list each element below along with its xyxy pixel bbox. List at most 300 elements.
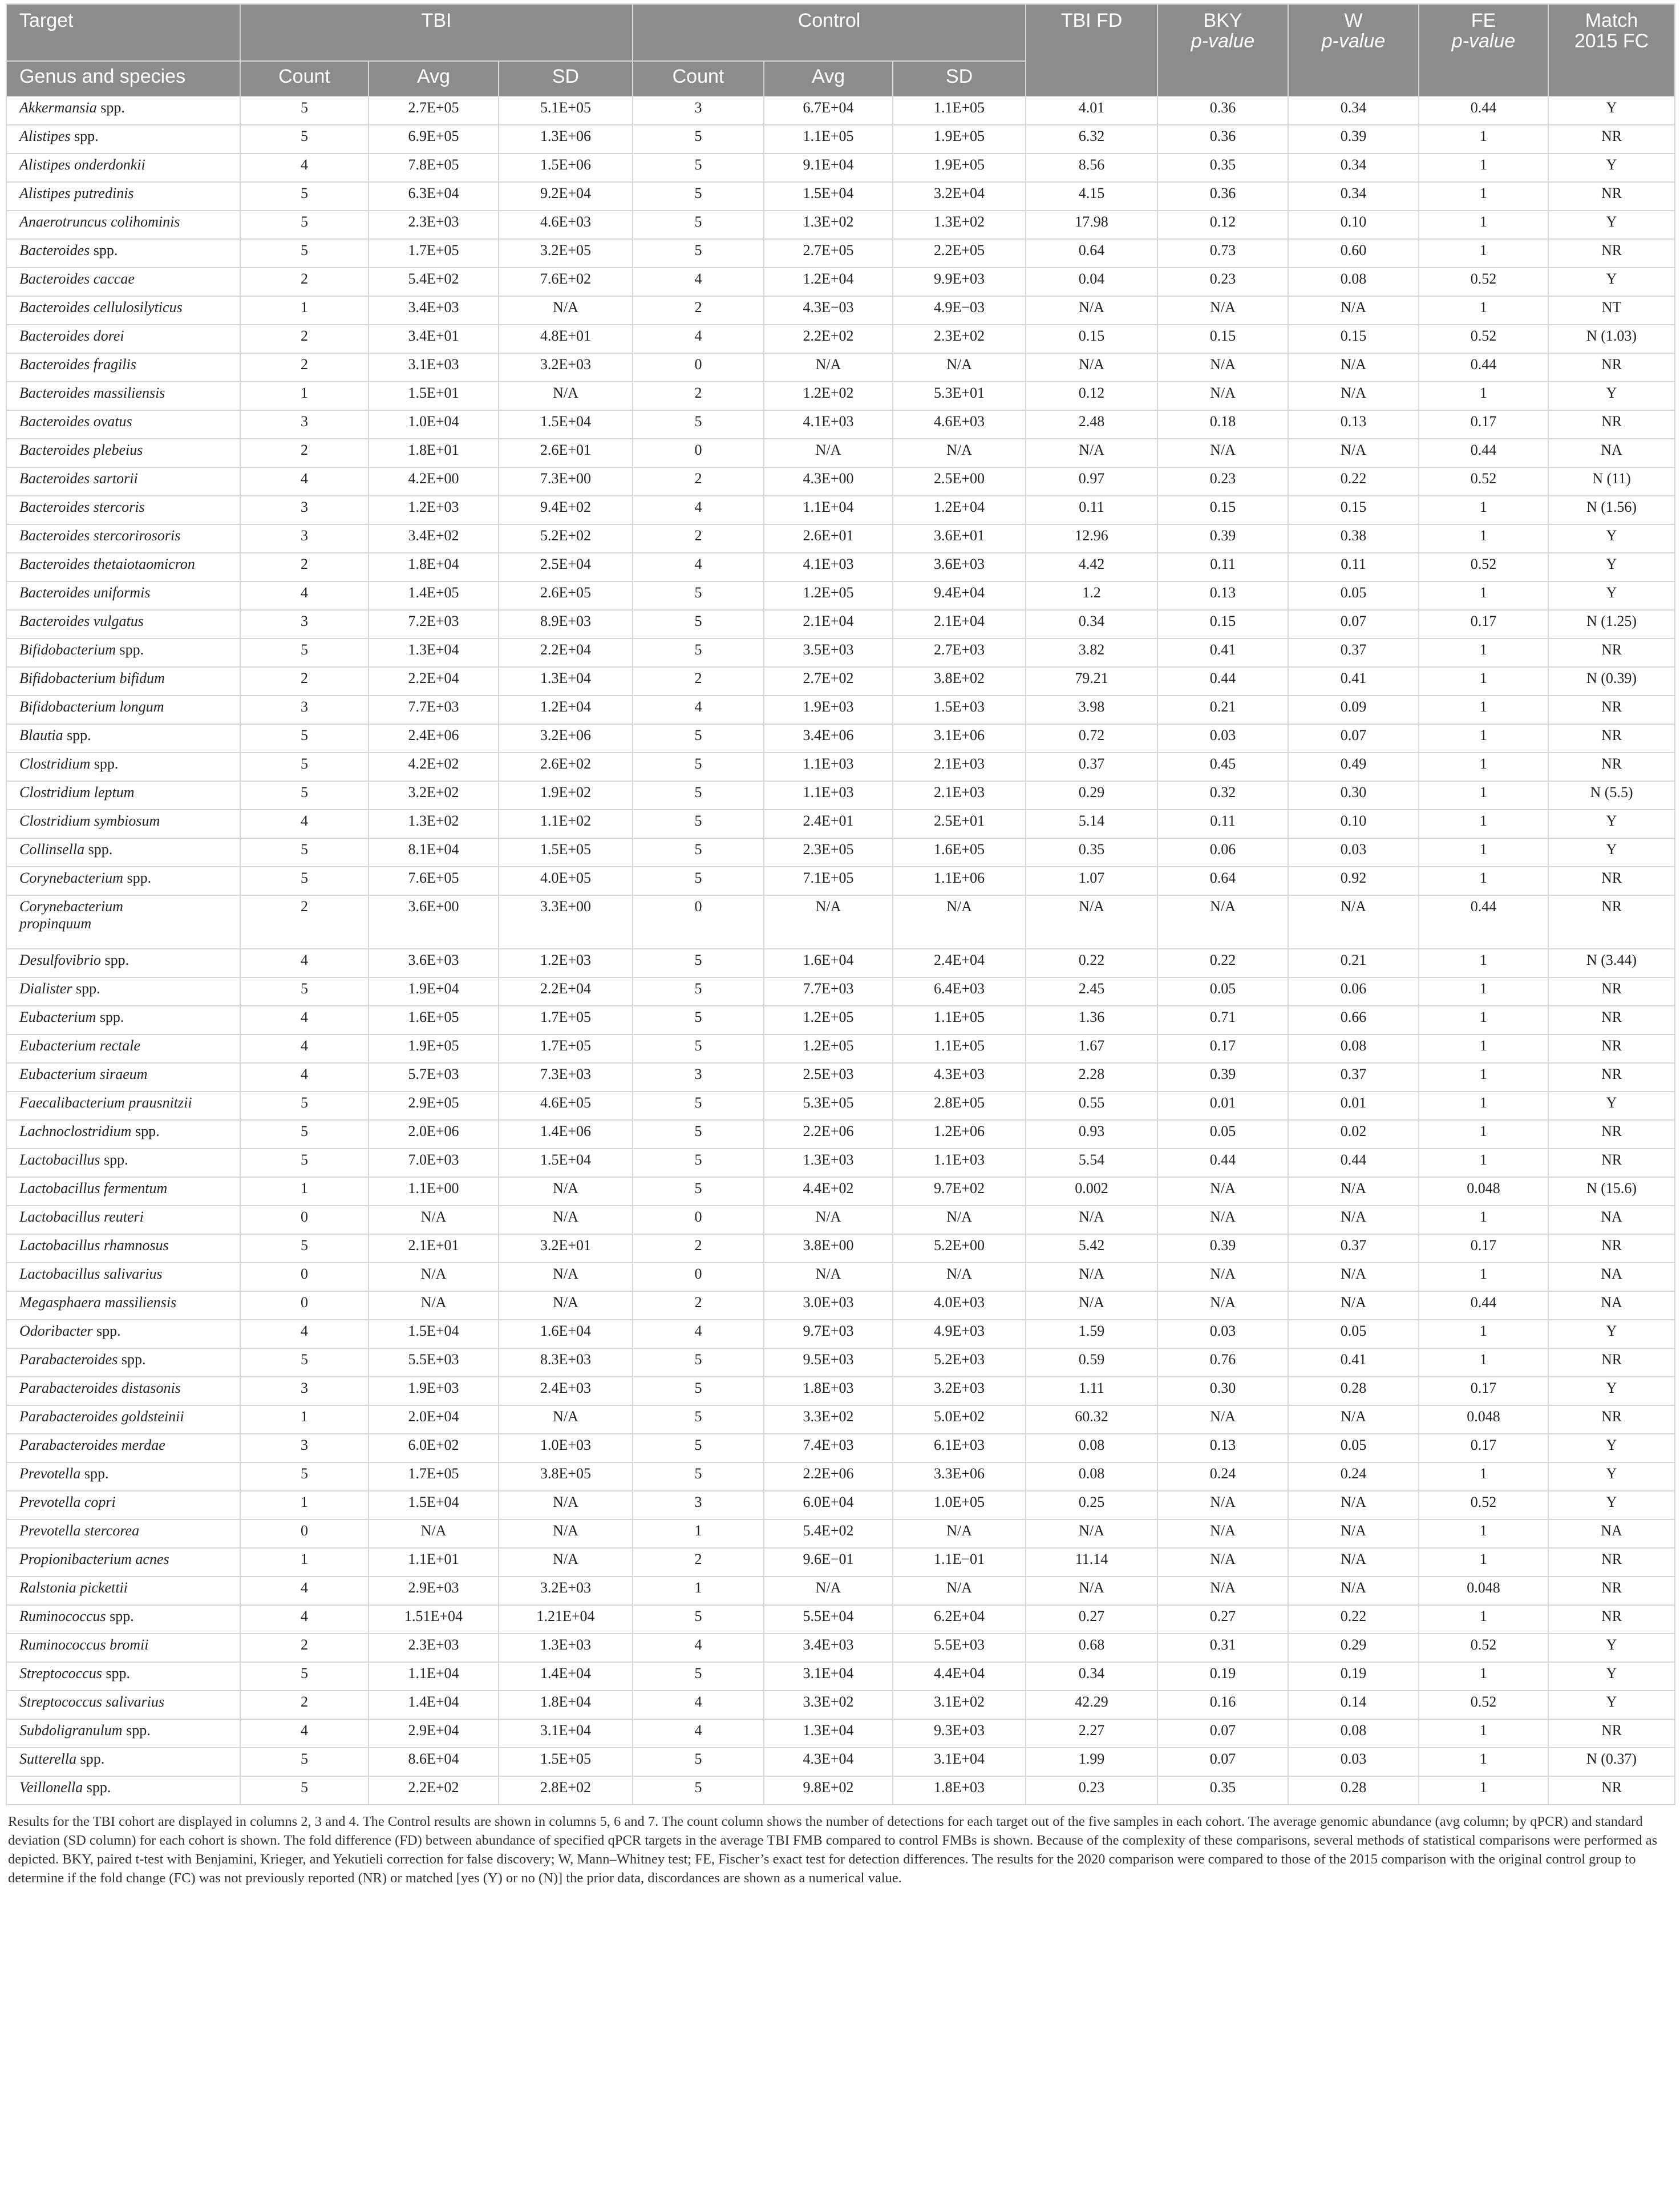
cell-control-avg: 2.2E+06 [764,1462,893,1491]
cell-tbi-fd: 0.34 [1026,1662,1157,1691]
cell-tbi-fd: 2.48 [1026,410,1157,439]
cell-w-p-value: 0.14 [1288,1691,1419,1719]
cell-match-2015-fc: N (1.03) [1548,325,1675,353]
cell-tbi-avg: 3.2E+02 [369,781,499,810]
cell-tbi-fd: 2.45 [1026,977,1157,1006]
cell-control-avg: 2.3E+05 [764,838,893,867]
cell-tbi-count: 4 [240,810,369,838]
cell-tbi-count: 5 [240,781,369,810]
cell-tbi-sd: 5.2E+02 [499,524,633,553]
species-genus: Lactobacillus salivarius [19,1266,163,1282]
species-genus: Bacteroides massiliensis [19,385,165,401]
cell-species [6,524,240,553]
table-row [6,753,1675,781]
cell-match-2015-fc: NA [1548,1519,1675,1548]
cell-w-p-value: 0.38 [1288,524,1419,553]
cell-bky-p-value: N/A [1157,1548,1288,1576]
cell-fe-p-value: 1 [1419,1006,1548,1034]
cell-bky-p-value: 0.11 [1157,810,1288,838]
cell-tbi-fd: N/A [1026,1206,1157,1234]
cell-control-count: 2 [633,382,764,410]
cell-species [6,1605,240,1634]
cell-tbi-fd: 0.002 [1026,1177,1157,1206]
table-row [6,382,1675,410]
cell-control-sd: 2.1E+03 [893,753,1026,781]
header-match-label: Match [1585,10,1638,31]
cell-w-p-value: 0.10 [1288,211,1419,239]
species-genus: Alistipes [19,128,71,144]
cell-w-p-value: 0.34 [1288,96,1419,125]
header-control-sd: SD [893,61,1026,96]
cell-control-sd: 4.9E−03 [893,296,1026,325]
table-row [6,810,1675,838]
cell-tbi-count: 3 [240,410,369,439]
species-genus: Ruminococcus [19,1608,106,1624]
cell-fe-p-value: 0.44 [1419,895,1548,949]
cell-species [6,296,240,325]
cell-w-p-value: 0.22 [1288,1605,1419,1634]
table-row [6,977,1675,1006]
cell-control-count: 5 [633,977,764,1006]
cell-control-sd: 2.5E+01 [893,810,1026,838]
cell-control-avg: 3.1E+04 [764,1662,893,1691]
cell-fe-p-value: 1 [1419,1034,1548,1063]
table-row [6,153,1675,182]
cell-control-sd: 5.2E+00 [893,1234,1026,1263]
cell-control-count: 5 [633,1776,764,1805]
cell-control-avg: N/A [764,1206,893,1234]
cell-match-2015-fc: NR [1548,638,1675,667]
cell-tbi-count: 0 [240,1206,369,1234]
cell-tbi-count: 4 [240,949,369,977]
cell-bky-p-value: N/A [1157,1519,1288,1548]
cell-fe-p-value: 0.52 [1419,268,1548,296]
cell-control-sd: 1.9E+05 [893,125,1026,153]
species-genus: Streptococcus [19,1665,102,1681]
cell-w-p-value: 0.22 [1288,467,1419,496]
cell-tbi-avg: 2.2E+02 [369,1776,499,1805]
cell-fe-p-value: 1 [1419,239,1548,268]
species-genus: Megasphaera massiliensis [19,1294,177,1311]
cell-tbi-avg: 3.6E+00 [369,895,499,949]
cell-control-sd: 3.2E+03 [893,1377,1026,1405]
cell-tbi-avg: 1.1E+01 [369,1548,499,1576]
cell-control-count: 5 [633,1434,764,1462]
cell-species [6,753,240,781]
cell-tbi-fd: 1.11 [1026,1377,1157,1405]
cell-tbi-sd: 1.3E+04 [499,667,633,696]
species-genus: Sutterella [19,1751,77,1767]
cell-tbi-fd: 2.28 [1026,1063,1157,1092]
cell-tbi-fd: 0.15 [1026,325,1157,353]
table-row [6,1776,1675,1805]
cell-tbi-fd: 4.01 [1026,96,1157,125]
cell-match-2015-fc: NR [1548,1120,1675,1149]
species-genus: Bacteroides dorei [19,328,124,344]
header-bky [1157,4,1288,96]
table-row [6,524,1675,553]
species-genus: Bacteroides fragilis [19,356,136,373]
cell-control-count: 4 [633,268,764,296]
species-suffix: spp. [84,841,113,858]
cell-species [6,581,240,610]
table-row [6,553,1675,581]
cell-control-sd: 4.6E+03 [893,410,1026,439]
cell-match-2015-fc: Y [1548,153,1675,182]
header-control-count: Count [633,61,764,96]
cell-tbi-sd: 1.0E+03 [499,1434,633,1462]
cell-tbi-avg: N/A [369,1206,499,1234]
cell-bky-p-value: 0.41 [1157,638,1288,667]
cell-w-p-value: 0.28 [1288,1776,1419,1805]
cell-species [6,696,240,724]
cell-bky-p-value: 0.39 [1157,1063,1288,1092]
cell-bky-p-value: 0.64 [1157,867,1288,895]
cell-control-sd: 3.6E+01 [893,524,1026,553]
cell-control-avg: 1.8E+03 [764,1377,893,1405]
cell-species [6,1634,240,1662]
cell-fe-p-value: 0.17 [1419,1234,1548,1263]
cell-match-2015-fc: NR [1548,867,1675,895]
cell-control-avg: 2.1E+04 [764,610,893,638]
cell-w-p-value: N/A [1288,353,1419,382]
species-genus: Bacteroides vulgatus [19,613,144,629]
cell-species [6,1719,240,1748]
species-genus: Streptococcus salivarius [19,1693,164,1710]
cell-w-p-value: N/A [1288,296,1419,325]
cell-control-sd: 6.4E+03 [893,977,1026,1006]
cell-tbi-avg: 1.7E+05 [369,1462,499,1491]
cell-bky-p-value: 0.05 [1157,1120,1288,1149]
cell-tbi-fd: 8.56 [1026,153,1157,182]
cell-control-avg: 1.9E+03 [764,696,893,724]
cell-control-avg: 3.4E+03 [764,1634,893,1662]
table-row [6,467,1675,496]
species-genus: Bacteroides cellulosilyticus [19,299,183,316]
cell-tbi-avg: 5.5E+03 [369,1348,499,1377]
cell-control-count: 2 [633,1234,764,1263]
table-row [6,1263,1675,1291]
cell-bky-p-value: 0.15 [1157,325,1288,353]
cell-bky-p-value: 0.39 [1157,524,1288,553]
cell-control-count: 2 [633,667,764,696]
cell-match-2015-fc: NA [1548,1291,1675,1320]
cell-control-count: 5 [633,125,764,153]
cell-tbi-sd: 1.5E+06 [499,153,633,182]
cell-fe-p-value: 0.52 [1419,1634,1548,1662]
species-genus: Bacteroides uniformis [19,584,151,601]
header-w [1288,4,1419,96]
cell-control-avg: 3.3E+02 [764,1405,893,1434]
cell-tbi-sd: 1.3E+03 [499,1634,633,1662]
cell-tbi-sd: 1.3E+06 [499,125,633,153]
cell-control-sd: 1.1E−01 [893,1548,1026,1576]
cell-tbi-fd: 4.42 [1026,553,1157,581]
cell-tbi-count: 5 [240,239,369,268]
cell-fe-p-value: 1 [1419,1092,1548,1120]
cell-match-2015-fc: N (0.37) [1548,1748,1675,1776]
cell-tbi-avg: N/A [369,1291,499,1320]
cell-tbi-fd: 12.96 [1026,524,1157,553]
species-suffix: spp. [70,128,99,144]
cell-tbi-fd: 2.27 [1026,1719,1157,1748]
cell-tbi-fd: 0.59 [1026,1348,1157,1377]
cell-tbi-sd: N/A [499,1548,633,1576]
cell-species [6,125,240,153]
species-suffix: spp. [83,1779,111,1796]
species-suffix: spp. [100,1151,128,1168]
cell-tbi-fd: N/A [1026,1576,1157,1605]
species-genus: Veillonella [19,1779,83,1796]
cell-species [6,1519,240,1548]
cell-tbi-count: 5 [240,1776,369,1805]
cell-species [6,239,240,268]
cell-tbi-count: 1 [240,382,369,410]
cell-control-count: 0 [633,895,764,949]
cell-bky-p-value: 0.18 [1157,410,1288,439]
cell-tbi-sd: 1.5E+05 [499,1748,633,1776]
cell-tbi-sd: N/A [499,1206,633,1234]
cell-fe-p-value: 1 [1419,838,1548,867]
cell-control-count: 0 [633,1263,764,1291]
cell-w-p-value: 0.29 [1288,1634,1419,1662]
cell-tbi-fd: 0.11 [1026,496,1157,524]
cell-tbi-sd: 3.8E+05 [499,1462,633,1491]
cell-tbi-avg: 1.3E+02 [369,810,499,838]
cell-tbi-count: 5 [240,838,369,867]
cell-fe-p-value: 1 [1419,1348,1548,1377]
cell-species [6,1377,240,1405]
cell-match-2015-fc: Y [1548,1691,1675,1719]
cell-control-sd: 1.3E+02 [893,211,1026,239]
cell-control-sd: 1.8E+03 [893,1776,1026,1805]
cell-control-sd: 9.7E+02 [893,1177,1026,1206]
cell-control-count: 5 [633,1462,764,1491]
cell-tbi-count: 4 [240,1063,369,1092]
cell-species [6,1149,240,1177]
cell-tbi-avg: 2.3E+03 [369,1634,499,1662]
species-genus: Akkermansia [19,99,97,116]
cell-fe-p-value: 0.52 [1419,1491,1548,1519]
cell-tbi-fd: 1.99 [1026,1748,1157,1776]
cell-species [6,1034,240,1063]
cell-tbi-fd: 5.54 [1026,1149,1157,1177]
cell-tbi-sd: N/A [499,1291,633,1320]
cell-tbi-avg: 1.1E+00 [369,1177,499,1206]
cell-control-count: 5 [633,1348,764,1377]
cell-control-avg: 7.4E+03 [764,1434,893,1462]
species-genus: Lactobacillus rhamnosus [19,1237,169,1254]
cell-control-avg: 2.7E+02 [764,667,893,696]
cell-tbi-fd: 3.82 [1026,638,1157,667]
table-row [6,1320,1675,1348]
cell-w-p-value: N/A [1288,1263,1419,1291]
cell-tbi-avg: 7.7E+03 [369,696,499,724]
cell-control-count: 4 [633,1691,764,1719]
cell-match-2015-fc: NR [1548,1405,1675,1434]
table-row [6,96,1675,125]
cell-tbi-sd: 2.4E+03 [499,1377,633,1405]
cell-tbi-fd: N/A [1026,1263,1157,1291]
cell-tbi-fd: N/A [1026,1291,1157,1320]
cell-species [6,638,240,667]
cell-tbi-count: 4 [240,1034,369,1063]
species-genus: Clostridium symbiosum [19,812,160,829]
cell-tbi-sd: 1.7E+05 [499,1034,633,1063]
cell-tbi-sd: 2.8E+02 [499,1776,633,1805]
cell-match-2015-fc: Y [1548,524,1675,553]
cell-tbi-count: 3 [240,524,369,553]
cell-match-2015-fc: Y [1548,1662,1675,1691]
cell-species [6,1434,240,1462]
cell-bky-p-value: 0.03 [1157,1320,1288,1348]
cell-bky-p-value: 0.76 [1157,1348,1288,1377]
cell-match-2015-fc: Y [1548,1092,1675,1120]
cell-fe-p-value: 1 [1419,1149,1548,1177]
cell-control-avg: 3.3E+02 [764,1691,893,1719]
cell-control-count: 0 [633,439,764,467]
header-tbi-sd: SD [499,61,633,96]
cell-fe-p-value: 1 [1419,1320,1548,1348]
species-suffix: spp. [96,1009,124,1025]
cell-bky-p-value: N/A [1157,895,1288,949]
cell-control-sd: 2.1E+04 [893,610,1026,638]
cell-control-count: 2 [633,1548,764,1576]
cell-control-avg: 4.3E−03 [764,296,893,325]
cell-tbi-sd: 3.1E+04 [499,1719,633,1748]
cell-fe-p-value: 0.048 [1419,1576,1548,1605]
cell-control-avg: 1.1E+05 [764,125,893,153]
cell-tbi-count: 5 [240,96,369,125]
cell-control-avg: 4.1E+03 [764,553,893,581]
header-fe-label: FE [1471,10,1496,31]
cell-tbi-fd: 5.14 [1026,810,1157,838]
cell-bky-p-value: 0.13 [1157,1434,1288,1462]
cell-bky-p-value: N/A [1157,1576,1288,1605]
cell-control-count: 4 [633,1719,764,1748]
cell-tbi-avg: 2.9E+04 [369,1719,499,1748]
cell-fe-p-value: 0.52 [1419,1691,1548,1719]
cell-match-2015-fc: NR [1548,1776,1675,1805]
cell-species [6,667,240,696]
cell-match-2015-fc: Y [1548,1377,1675,1405]
cell-w-p-value: 0.15 [1288,496,1419,524]
cell-fe-p-value: 1 [1419,125,1548,153]
cell-tbi-count: 4 [240,467,369,496]
cell-bky-p-value: 0.36 [1157,182,1288,211]
cell-w-p-value: 0.08 [1288,1719,1419,1748]
cell-control-sd: 2.5E+00 [893,467,1026,496]
cell-match-2015-fc: Y [1548,1491,1675,1519]
cell-match-2015-fc: NR [1548,696,1675,724]
cell-fe-p-value: 0.44 [1419,353,1548,382]
cell-tbi-fd: 3.98 [1026,696,1157,724]
cell-control-avg: 9.8E+02 [764,1776,893,1805]
cell-control-sd: 5.2E+03 [893,1348,1026,1377]
cell-tbi-count: 5 [240,211,369,239]
cell-species [6,1063,240,1092]
cell-match-2015-fc: Y [1548,268,1675,296]
cell-tbi-sd: N/A [499,1491,633,1519]
cell-tbi-count: 4 [240,581,369,610]
table-row [6,1377,1675,1405]
cell-control-sd: 1.0E+05 [893,1491,1026,1519]
table-row [6,895,1675,949]
cell-species [6,496,240,524]
cell-bky-p-value: N/A [1157,296,1288,325]
cell-tbi-sd: N/A [499,1405,633,1434]
cell-w-p-value: 0.30 [1288,781,1419,810]
cell-bky-p-value: 0.07 [1157,1748,1288,1776]
cell-tbi-avg: 1.9E+05 [369,1034,499,1063]
species-suffix: spp. [90,755,119,772]
header-control-avg: Avg [764,61,893,96]
species-genus: Bacteroides stercoris [19,499,145,515]
table-row [6,949,1675,977]
cell-tbi-fd: 0.72 [1026,724,1157,753]
header-control: Control [633,4,1026,61]
cell-w-p-value: 0.05 [1288,581,1419,610]
cell-match-2015-fc: NR [1548,895,1675,949]
table-row [6,1006,1675,1034]
species-genus: Dialister [19,980,72,997]
cell-tbi-count: 2 [240,353,369,382]
cell-tbi-avg: 3.1E+03 [369,353,499,382]
cell-w-p-value: 0.09 [1288,696,1419,724]
cell-match-2015-fc: Y [1548,382,1675,410]
cell-species [6,382,240,410]
table-row [6,838,1675,867]
cell-species [6,1776,240,1805]
cell-control-count: 1 [633,1519,764,1548]
cell-control-avg: 1.2E+05 [764,581,893,610]
cell-tbi-fd: 0.64 [1026,239,1157,268]
cell-match-2015-fc: N (15.6) [1548,1177,1675,1206]
cell-species [6,895,240,949]
cell-tbi-fd: 0.55 [1026,1092,1157,1120]
cell-control-avg: 1.3E+02 [764,211,893,239]
cell-tbi-sd: 2.6E+02 [499,753,633,781]
cell-fe-p-value: 0.52 [1419,467,1548,496]
table-row [6,1063,1675,1092]
cell-tbi-count: 1 [240,296,369,325]
cell-control-count: 2 [633,1291,764,1320]
cell-control-avg: 3.4E+06 [764,724,893,753]
cell-control-avg: 1.3E+04 [764,1719,893,1748]
cell-w-p-value: 0.05 [1288,1434,1419,1462]
cell-bky-p-value: N/A [1157,1263,1288,1291]
cell-w-p-value: N/A [1288,1519,1419,1548]
cell-tbi-sd: 2.2E+04 [499,977,633,1006]
cell-control-avg: 9.5E+03 [764,1348,893,1377]
cell-tbi-avg: 7.8E+05 [369,153,499,182]
cell-match-2015-fc: NR [1548,1719,1675,1748]
cell-species [6,182,240,211]
cell-tbi-avg: N/A [369,1263,499,1291]
cell-w-p-value: N/A [1288,1548,1419,1576]
cell-tbi-count: 2 [240,268,369,296]
cell-species [6,268,240,296]
cell-match-2015-fc: Y [1548,581,1675,610]
cell-tbi-sd: 1.21E+04 [499,1605,633,1634]
cell-match-2015-fc: NA [1548,1206,1675,1234]
cell-match-2015-fc: NR [1548,239,1675,268]
cell-control-count: 4 [633,696,764,724]
cell-bky-p-value: 0.73 [1157,239,1288,268]
cell-match-2015-fc: NR [1548,1149,1675,1177]
cell-w-p-value: 0.19 [1288,1662,1419,1691]
species-genus: Alistipes onderdonkii [19,156,145,173]
